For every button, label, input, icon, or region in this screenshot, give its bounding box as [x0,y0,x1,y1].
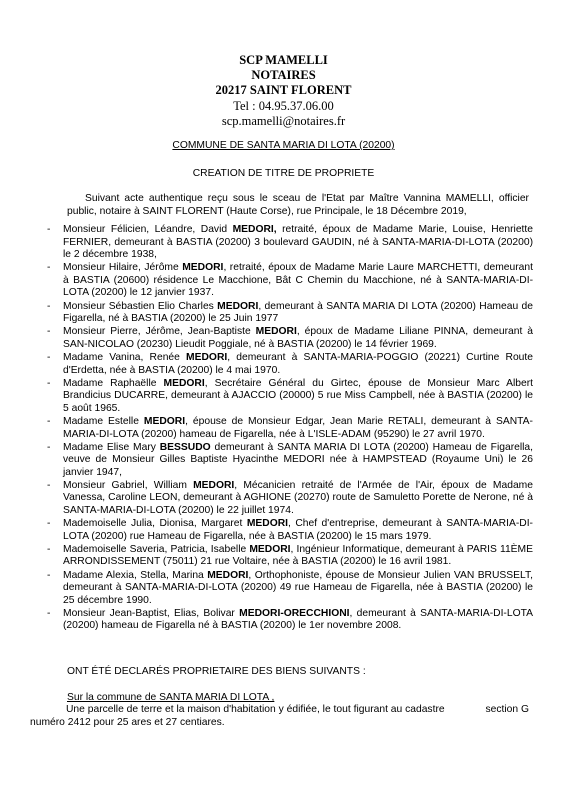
owner-post: , demeurant à SANTA-MARIA-POGGIO (20221) Curtine Route d'Erdetta, née à BASTIA (20200) le 4 mai 1970. [63,351,533,376]
owner-surname: MEDORI [143,415,186,427]
owner-item: - Monsieur Gabriel, William MEDORI, Mécanicien retraité de l'Armée de l'Air, époux de Madame Vanessa, Caroline LEON, demeurant à AGHIONE (20270) route de Samuletto Porette de Nerone, né à SANTA-MARIA-DI-LOTA (20200) le 22 juillet 1974. [47,479,533,517]
land-line-2: numéro 2412 pour 25 ares et 27 centiares. [30,716,225,728]
owner-item: - Monsieur Félicien, Léandre, David MEDORI, retraité, époux de Madame Marie, Louise, Henriette FERNIER, demeurant à BASTIA (20200) 3 boulevard GAUDIN, né à SANTA-MARIA-DI-LOTA (20200) le 2 décembre 1938, [47,224,533,261]
owner-post: , Orthophoniste, épouse de Monsieur Julien VAN BRUSSELT, demeurant à SANTA-MARIA-DI-LOTA (20200) 49 rue Hameau de Figarella, née à BASTIA (20200) le 25 décembre 1990. [63,569,534,606]
owner-item: - Monsieur Sébastien Elio Charles MEDORI, demeurant à SANTA MARIA DI LOTA (20200) Hameau de Figarella, né à BASTIA (20200) le 25 Juin 1977 [47,300,533,325]
owner-surname: MEDORI, [232,224,277,235]
owner-post: , Ingénieur Informatique, demeurant à PARIS 11ÈME ARRONDISSEMENT (75011) 21 rue Voltaire, née à BASTIA (20200) le 16 avril 1981. [63,543,533,568]
owner-item: - Monsieur Jean-Baptist, Elias, Bolivar MEDORI-ORECCHIONI, demeurant à SANTA-MARIA-DI-LOTA (20200) hameau de Figarella né à BASTIA (20200) le 1er novembre 2008. [47,607,533,632]
owner-item: - Madame Vanina, Renée MEDORI, demeurant à SANTA-MARIA-POGGIO (20221) Curtine Route d'Erdetta, née à BASTIA (20200) le 4 mai 1970. [47,351,533,376]
owner-surname: MEDORI [207,569,249,581]
office-email: scp.mamelli@notaires.fr [221,114,346,128]
owner-surname: MEDORI [246,518,289,530]
owner-item: - Mademoiselle Julia, Dionisa, Margaret MEDORI, Chef d'entreprise, demeurant à SANTA-MARIA-DI-LOTA (20200) rue Hameau de Figarella, née à BASTIA (20200) le 15 mars 1979. [47,518,533,542]
owner-pre: Monsieur Jean-Baptist, Elias, Bolivar [63,607,240,619]
owner-pre: Madame Elise Mary [63,441,160,453]
land-description [30,704,529,729]
owner-surname: MEDORI [186,351,228,363]
declared-heading: ONT ÉTÉ DECLARÉS PROPRIETAIRE DES BIENS SUIVANTS : [67,666,366,677]
owner-surname: MEDORI [193,479,235,491]
owner-item: - Monsieur Hilaire, Jérôme MEDORI, retraité, époux de Madame Marie Laure MARCHETTI, demeurant à BASTIA (20600) résidence Le Macchione, Bât C Chemin du Macchione, né à SANTA-MARIA-DI-LOTA (20200) le 12 janvier 1937. [47,262,533,299]
owner-post: retraité, époux de Madame Marie, Louise, Henriette FERNIER, demeurant à BASTIA (20200) 3 boulevard GAUDIN, né à SANTA-MARIA-DI-LOTA (20200) le 2 décembre 1938, [63,224,533,261]
owner-pre: Madame Vanina, Renée [63,351,187,363]
land-desc-text: Une parcelle de terre et la maison d'habitation y édifiée, le tout figurant au cadastre [66,704,445,715]
owner-post: , Chef d'entreprise, demeurant à SANTA-MARIA-DI-LOTA (20200) rue Hameau de Figarella, née à BASTIA (20200) le 15 mars 1979. [63,518,533,542]
land-line-1 [30,704,529,717]
office-title: NOTAIRES [251,68,316,82]
owner-pre: Madame Estelle [63,415,144,427]
office-name: SCP MAMELLI [239,53,328,67]
owner-surname: MEDORI [182,262,224,274]
commune-heading [0,140,567,153]
intro-paragraph: Suivant acte authentique reçu sous le sceau de l'Etat par Maître Vannina MAMELLI, officier public, notaire à SAINT FLORENT (Haute Corse), rue Principale, le 18 Décembre 2019, [67,193,529,217]
owner-pre: Monsieur Sébastien Elio Charles [63,300,218,312]
owner-item: - Madame Estelle MEDORI, épouse de Monsieur Edgar, Jean Marie RETALI, demeurant à SANTA-MARIA-DI-LOTA (20200) hameau de Figarella, née à L'ISLE-ADAM (95290) le 27 avril 1970. [47,415,533,440]
owner-item: - Monsieur Pierre, Jérôme, Jean-Baptiste MEDORI, époux de Madame Liliane PINNA, demeurant à SAN-NICOLAO (20230) Lieudit Poggiale, né à BASTIA (20200) le 14 février 1969. [47,326,534,350]
owner-pre: Madame Raphaëlle [63,377,164,389]
owner-post: , demeurant à SANTA-MARIA-DI-LOTA (20200) hameau de Figarella né à BASTIA (20200) le 1er novembre 2008. [63,607,533,632]
owner-post: , époux de Madame Liliane PINNA, demeurant à SAN-NICOLAO (20230) Lieudit Poggiale, né à BASTIA (20200) le 14 février 1969. [63,326,534,350]
owner-item: - Madame Elise Mary BESSUDO demeurant à SANTA MARIA DI LOTA (20200) Hameau de Figarella, veuve de Monsieur Gilles Baptiste Hyacinthe MEDORI née à HAMPSTEAD (Royaume Uni) le 26 janvier 1947, [47,441,534,478]
owner-surname: BESSUDO [159,441,211,453]
owner-post: , Secrétaire Général du Girtec, épouse de Monsieur Marc Albert Brandicius DUCARRE, demeurant à AJACCIO (20000) 5 rue Miss Campbell, née à BASTIA (20200) le 5 août 1965. [63,377,533,414]
owner-item: - Mademoiselle Saveria, Patricia, Isabelle MEDORI, Ingénieur Informatique, demeurant à PARIS 11ÈME ARRONDISSEMENT (75011) 21 rue Voltaire, née à BASTIA (20200) le 16 avril 1981. [47,543,533,568]
land-commune-text: Sur la commune de SANTA MARIA DI LOTA , [67,692,275,703]
owner-post: , retraité, époux de Madame Marie Laure MARCHETTI, demeurant à BASTIA (20600) résidence Le Macchione, Bât C Chemin du Macchione, né à SANTA-MARIA-DI-LOTA (20200) le 12 janvier 1937. [63,262,533,299]
owner-surname: MEDORI [163,377,205,389]
owner-pre: Monsieur Félicien, Léandre, David [63,224,233,235]
owner-post: , demeurant à SANTA MARIA DI LOTA (20200) Hameau de Figarella, né à BASTIA (20200) le 25 Juin 1977 [63,300,533,325]
commune-text: COMMUNE DE SANTA MARIA DI LOTA (20200) [172,140,395,151]
owner-pre: Monsieur Gabriel, William [63,479,194,491]
document-title: CREATION DE TITRE DE PROPRIETE [192,168,375,179]
office-city: 20217 SAINT FLORENT [215,83,352,97]
office-phone: Tel : 04.95.37.06.00 [233,99,334,113]
owner-post: , Mécanicien retraité de l'Armée de l'Air, époux de Madame Vanessa, Caroline LEON, demeurant à AGHIONE (20270) route de Samuletto Porette de Nerone, né à SANTA-MARIA-DI-LOTA (20200) le 22 juillet 1974. [63,479,533,517]
owner-surname: MEDORI-ORECCHIONI [239,607,350,619]
owner-surname: MEDORI [249,543,291,555]
owner-pre: Mademoiselle Julia, Dionisa, Margaret [63,518,247,530]
owner-pre: Mademoiselle Saveria, Patricia, Isabelle [63,543,250,555]
owner-pre: Madame Alexia, Stella, Marina [63,569,208,581]
owners-list [0,224,533,633]
owner-post: , épouse de Monsieur Edgar, Jean Marie RETALI, demeurant à SANTA-MARIA-DI-LOTA (20200) hameau de Figarella, née à L'ISLE-ADAM (95290) le 27 avril 1970. [63,415,533,440]
owner-surname: MEDORI [217,300,259,312]
owner-item: - Madame Raphaëlle MEDORI, Secrétaire Général du Girtec, épouse de Monsieur Marc Albert Brandicius DUCARRE, demeurant à AJACCIO (20000) 5 rue Miss Campbell, née à BASTIA (20200) le 5 août 1965. [47,377,533,414]
land-section: section G [485,704,529,715]
owner-surname: MEDORI [255,326,297,338]
owner-post: demeurant à SANTA MARIA DI LOTA (20200) Hameau de Figarella, veuve de Monsieur Gilles Baptiste Hyacinthe MEDORI née à HAMPSTEAD (Royaume Uni) le 26 janvier 1947, [63,441,534,478]
owner-pre: Monsieur Hilaire, Jérôme [63,262,183,274]
land-commune-heading [67,692,529,705]
owner-pre: Monsieur Pierre, Jérôme, Jean-Baptiste [63,326,256,338]
owner-item: - Madame Alexia, Stella, Marina MEDORI, Orthophoniste, épouse de Monsieur Julien VAN BRUSSELT, demeurant à SANTA-MARIA-DI-LOTA (20200) 49 rue Hameau de Figarella, née à BASTIA (20200) le 25 décembre 1990. [47,569,534,606]
